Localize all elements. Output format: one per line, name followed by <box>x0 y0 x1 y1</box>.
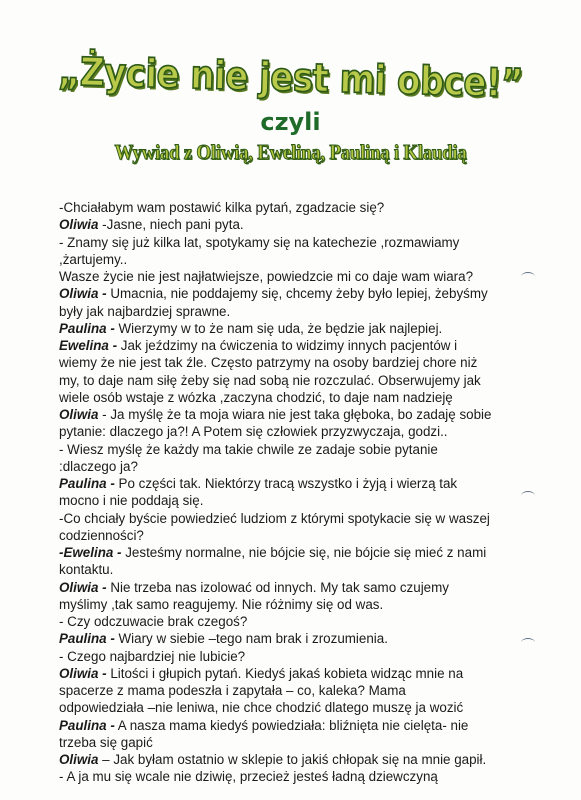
text-line <box>59 216 541 233</box>
text-line <box>59 665 541 682</box>
line-text: - Czego najbardziej nie lubicie? <box>59 648 246 664</box>
line-text: -Chciałabym wam postawić kilka pytań, zgadzacie się? <box>59 200 385 215</box>
text-line <box>59 510 541 527</box>
line-text: spacerze z mama podeszła i zapytała – co, kaleka? Mama <box>59 683 406 698</box>
speaker-name: Oliwia <box>59 752 99 767</box>
text-line <box>59 682 541 699</box>
speaker-name: Paulina - <box>59 631 115 647</box>
line-text: - Wiesz myślę że każdy ma takie chwile ze zadaje sobie pytanie <box>59 441 438 457</box>
line-text: A nasza mama kiedyś powiedziała: bliźnięta nie cielęta- nie <box>114 717 469 733</box>
line-text: pytanie: dlaczego ja?! A Potem się człowiek przyzwyczaja, godzi.. <box>59 424 448 440</box>
line-text: – Jak byłam ostatnio w sklepie to jakiś chłopak się na mnie gapił. <box>98 752 487 767</box>
speaker-name: Paulina - <box>59 717 115 733</box>
line-text: -Co chciały byście powiedzieć ludziom z którymi spotykacie się w waszej <box>59 510 490 526</box>
text-line <box>59 389 541 406</box>
line-text: wiele osób wstaje z wózka ,zaczyna chodzić, to daje nam nadzieję <box>59 389 453 405</box>
text-line <box>59 751 541 768</box>
line-text: Wasze życie nie jest najłatwiejsze, powiedzcie mi co daje wam wiara? <box>59 269 474 284</box>
line-text: Wierzymy w to że nam się uda, że będzie jak najlepiej. <box>114 320 443 336</box>
speaker-name: Oliwia - <box>59 665 107 681</box>
line-text: :dlaczego ja? <box>59 458 138 474</box>
text-line <box>59 596 541 613</box>
document-title: „Życie nie jest mi obce!” <box>57 48 524 108</box>
speaker-name: Paulina - <box>59 320 115 336</box>
line-text: mocno i nie poddają się. <box>59 493 204 509</box>
text-line <box>59 251 541 268</box>
text-line <box>59 475 541 492</box>
text-line <box>59 199 541 216</box>
line-text: Nie trzeba nas izolować od innych. My tak samo czujemy <box>106 579 449 595</box>
document-subtitle-interview: Wywiad z Oliwią, Eweliną, Pauliną i Klaudią <box>114 140 467 164</box>
speaker-name: -Ewelina - <box>59 545 122 560</box>
line-text: codzienności? <box>59 527 144 543</box>
text-line <box>59 544 541 561</box>
margin-mark <box>521 272 535 281</box>
speaker-name: Oliwia - <box>59 286 107 302</box>
speaker-name: Oliwia <box>59 407 99 422</box>
text-line <box>59 734 541 751</box>
text-line <box>59 492 541 509</box>
line-text: - Znamy się już kilka lat, spotykamy się na katechezie ,rozmawiamy <box>59 234 460 250</box>
text-line <box>59 441 541 458</box>
text-line <box>59 303 541 320</box>
text-line <box>59 234 541 251</box>
line-text: myślimy ,tak samo reagujemy. Nie różnimy się od was. <box>59 596 384 612</box>
speaker-name: Oliwia - <box>59 579 107 595</box>
text-line <box>59 372 541 389</box>
text-line <box>59 699 541 716</box>
line-text: trzeba się gapić <box>59 734 153 750</box>
line-text: Wiary w siebie –tego nam brak i zrozumienia. <box>114 631 388 647</box>
line-text: my, to daje nam siłę żeby się nad sobą nie rozczulać. Obserwujemy jak <box>59 372 481 388</box>
line-text: -Jasne, niech pani pyta. <box>98 217 244 233</box>
speaker-name: Ewelina - <box>59 338 118 353</box>
line-text: - A ja mu się wcale nie dziwię, przecież jesteś ładną dziewczyną <box>59 769 438 785</box>
margin-mark <box>521 491 535 500</box>
margin-mark <box>521 638 535 647</box>
line-text: - Ja myślę że ta moja wiara nie jest taka głęboka, bo zadaję sobie <box>98 407 492 422</box>
line-text: Jesteśmy normalne, nie bójcie się, nie bójcie się mieć z nami <box>121 545 487 560</box>
line-text: Umacnia, nie poddajemy się, chcemy żeby było lepiej, żebyśmy <box>106 286 488 302</box>
line-text: Jak jeździmy na ćwiczenia to widzimy innych pacjentów i <box>117 338 458 353</box>
line-text: kontaktu. <box>59 562 114 578</box>
text-line <box>59 320 541 337</box>
text-line <box>59 354 541 371</box>
line-text: Litości i głupich pytań. Kiedyś jakaś kobieta widząc mnie na <box>106 665 464 681</box>
text-line <box>59 406 541 423</box>
line-text: Po części tak. Niektórzy tracą wszystko i żyją i wierzą tak <box>114 476 458 491</box>
line-text: wiemy że nie jest tak źle. Często patrzymy na osoby bardziej chore niż <box>59 355 478 371</box>
line-text: ,żartujemy.. <box>59 251 128 267</box>
text-line <box>59 527 541 544</box>
document-header <box>0 0 581 170</box>
text-line <box>59 648 541 665</box>
text-line <box>59 561 541 578</box>
text-line <box>59 717 541 734</box>
text-line <box>59 458 541 475</box>
speaker-name: Oliwia <box>59 217 99 233</box>
speaker-name: Paulina - <box>59 476 115 491</box>
interview-text <box>59 199 541 786</box>
text-line <box>59 285 541 302</box>
text-line <box>59 423 541 440</box>
line-text: - Czy odczuwacie brak czegoś? <box>59 614 248 629</box>
line-text: odpowiedziała –nie leniwa, nie chce chodzić dlatego muszę ja wozić <box>59 700 464 716</box>
text-line <box>59 579 541 596</box>
line-text: były jak najbardziej sprawne. <box>59 303 231 319</box>
document-subtitle: czyli <box>260 108 321 136</box>
text-line <box>59 337 541 354</box>
text-line <box>59 768 541 785</box>
text-line <box>59 268 541 285</box>
text-line <box>59 630 541 647</box>
text-line <box>59 613 541 630</box>
